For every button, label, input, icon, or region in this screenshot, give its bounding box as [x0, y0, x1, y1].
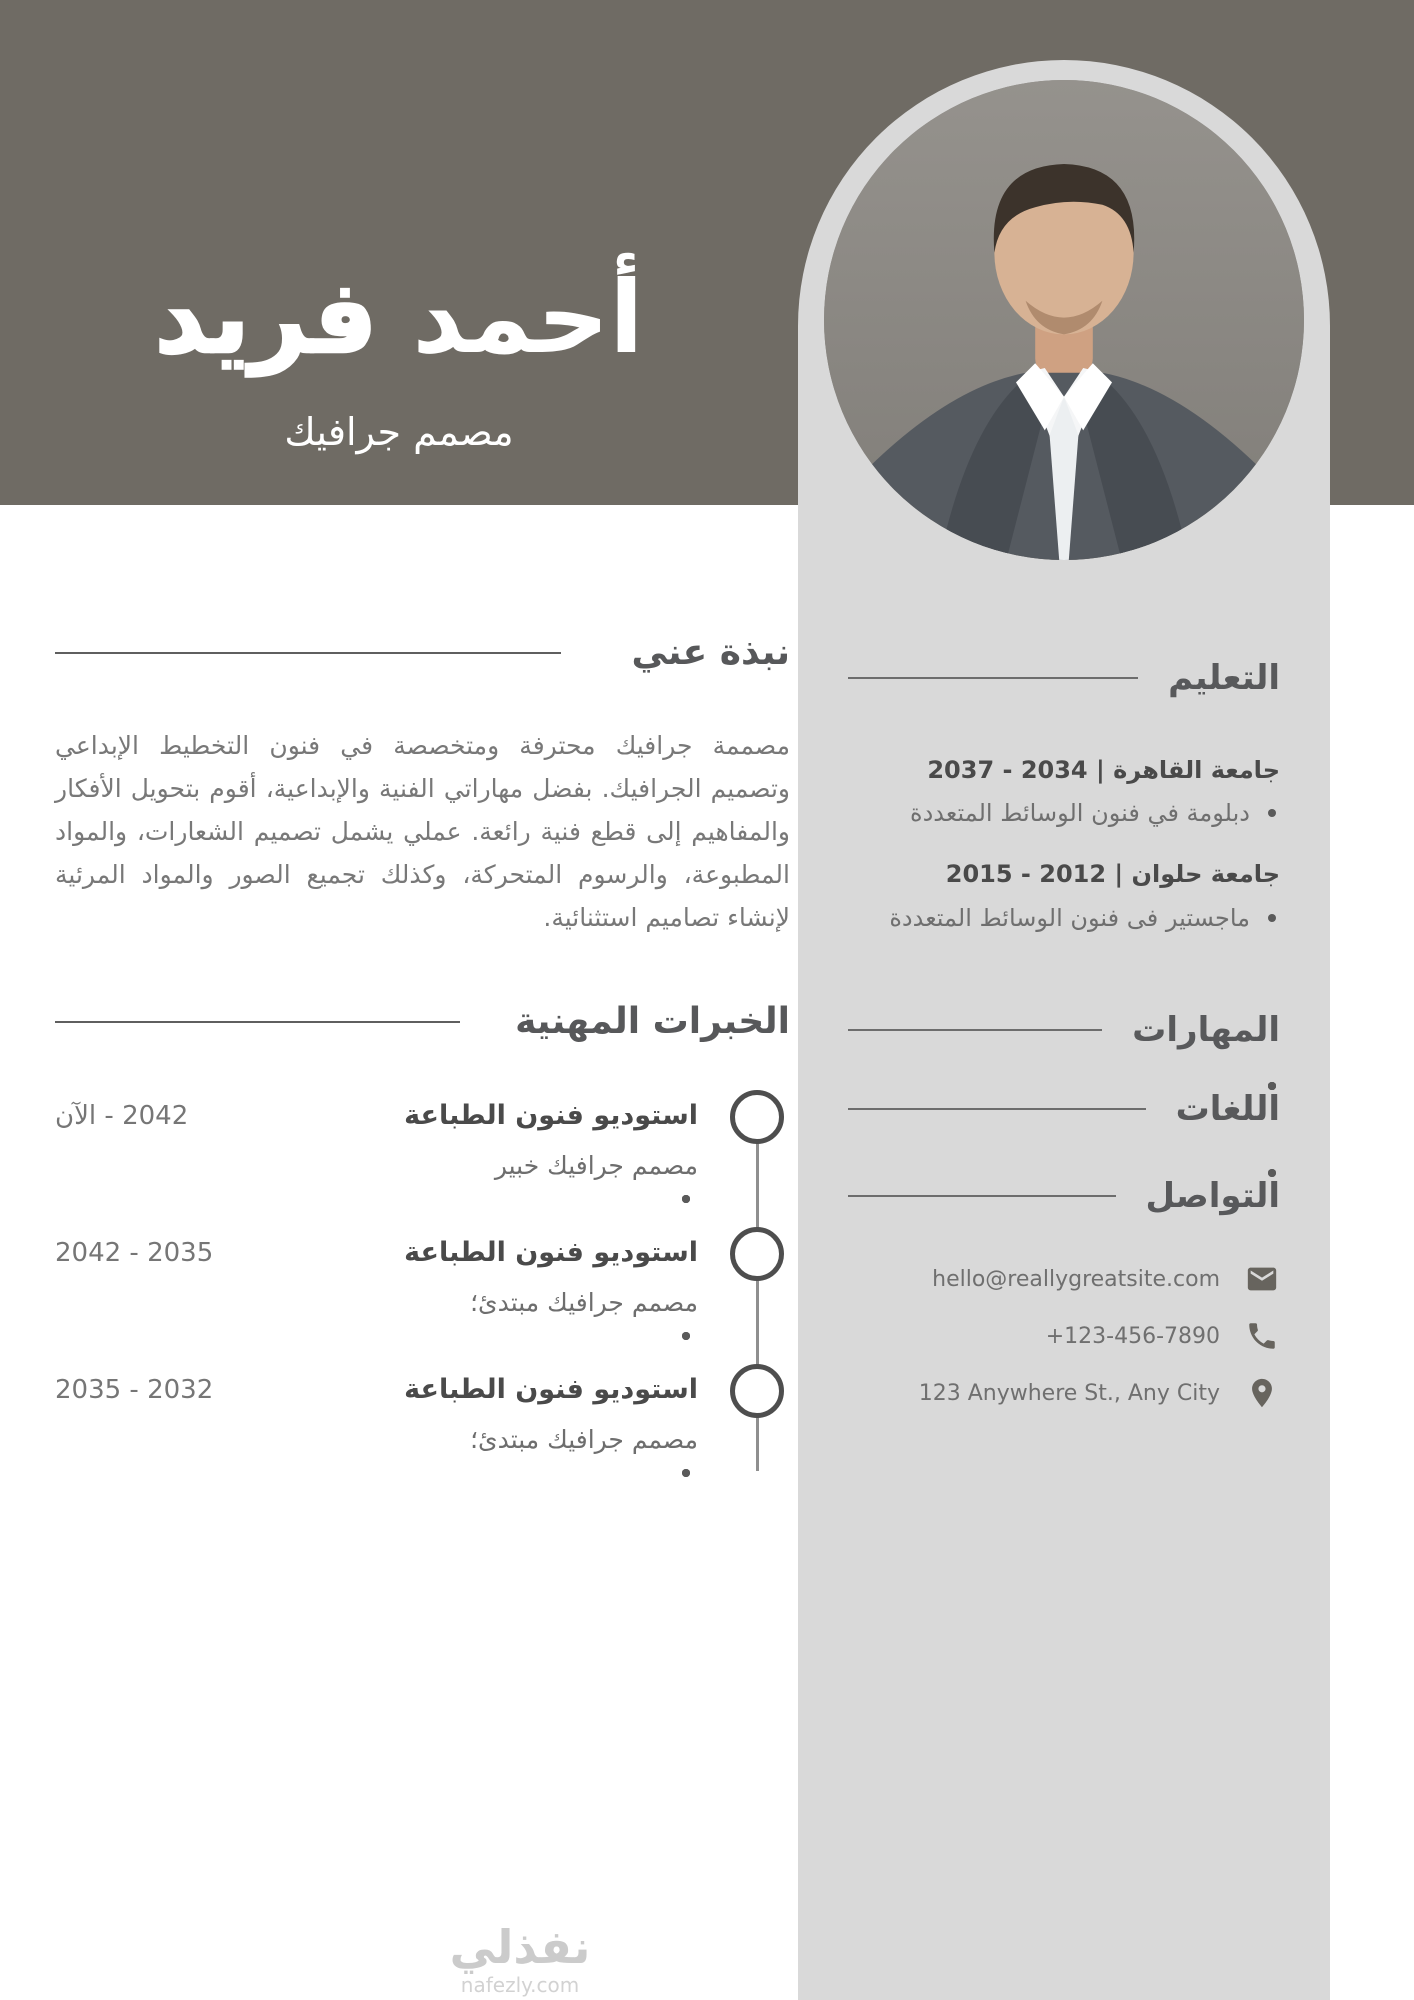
- watermark: [410, 1922, 630, 1997]
- job-title: مصمم جرافيك: [284, 410, 514, 454]
- about-section-header: [55, 628, 790, 678]
- sidebar: [798, 60, 1330, 2000]
- skills-section-header: [848, 1007, 1280, 1054]
- period: 2042 - الآن: [55, 1101, 189, 1132]
- education-item: [848, 754, 1280, 830]
- main-column: [55, 628, 790, 1507]
- mail-icon: [1244, 1261, 1280, 1297]
- education-list: [848, 754, 1280, 935]
- languages-section-header: [848, 1086, 1280, 1133]
- contact-value: 123 Anywhere St., Any City: [918, 1380, 1220, 1406]
- company-name: استوديو فنون الطباعة: [404, 1237, 698, 1269]
- languages-underline: [848, 1108, 1146, 1110]
- skills-underline: [848, 1029, 1102, 1031]
- last-name: فريد: [154, 259, 378, 376]
- company-name: استوديو فنون الطباعة: [404, 1374, 698, 1406]
- experience-entry-header: [55, 1370, 698, 1410]
- degree-list: [848, 901, 1280, 935]
- education-underline: [848, 677, 1138, 679]
- phone-icon: [1244, 1318, 1280, 1354]
- experience-entry-header: [55, 1096, 698, 1136]
- about-title: نبذة عني: [631, 632, 790, 673]
- school-and-period: جامعة حلوان | 2012 - 2015: [945, 860, 1280, 889]
- contact-list: [848, 1259, 1280, 1413]
- sidebar-content: [798, 620, 1330, 1413]
- experience-entry: [55, 1233, 698, 1320]
- period: 2032 - 2035: [55, 1375, 214, 1406]
- experience-underline: [55, 1021, 460, 1023]
- company-name: استوديو فنون الطباعة: [404, 1100, 698, 1132]
- experience-entry: [55, 1370, 698, 1457]
- experience-entry: [55, 1096, 698, 1183]
- timeline-node-icon: [730, 1090, 784, 1144]
- experience-title: الخبرات المهنية: [515, 1000, 790, 1042]
- contact-section-header: [848, 1173, 1280, 1220]
- degree-list: [848, 796, 1280, 830]
- name-block: [0, 248, 798, 456]
- role: مصمم جرافيك مبتدئ؛: [470, 1425, 698, 1455]
- about-underline: [55, 652, 561, 654]
- location-pin-icon: [1244, 1375, 1280, 1411]
- experience-section-header: [55, 997, 790, 1047]
- degree: دبلومة في فنون الوسائط المتعددة: [848, 796, 1280, 830]
- contact-title: التواصل: [1145, 1175, 1280, 1216]
- timeline-node-icon: [730, 1227, 784, 1281]
- portrait-illustration: [824, 80, 1304, 560]
- profile-photo: [824, 80, 1304, 560]
- timeline-node-icon: [730, 1364, 784, 1418]
- period: 2035 - 2042: [55, 1238, 214, 1269]
- watermark-domain: nafezly.com: [460, 1972, 580, 1997]
- contact-row: [848, 1259, 1280, 1299]
- skills-title: المهارات: [1132, 1009, 1280, 1050]
- degree: ماجستير فى فنون الوسائط المتعددة: [848, 901, 1280, 935]
- contact-row: [848, 1316, 1280, 1356]
- school-and-period: جامعة القاهرة | 2034 - 2037: [927, 755, 1280, 784]
- education-item: [848, 858, 1280, 934]
- about-text: مصممة جرافيك محترفة ومتخصصة في فنون التخطيط الإبداعي وتصميم الجرافيك. بفضل مهاراتي الفنية والإبداعية، أقوم بتحويل الأفكار والمفاهيم إلى قطع فنية رائعة. عملي يشمل تصميم الشعارات، والمواد المطبوعة، والرسوم المتحركة، وكذلك تجميع الصور والمواد المرئية لإنشاء تصاميم استثنائية.: [55, 730, 790, 932]
- experience-entry-header: [55, 1233, 698, 1273]
- experience-timeline: [55, 1096, 790, 1457]
- education-section-header: [848, 655, 1280, 702]
- role: مصمم جرافيك مبتدئ؛: [470, 1288, 698, 1318]
- languages-title: اللغات: [1175, 1088, 1280, 1129]
- role: مصمم جرافيك خبير: [494, 1151, 698, 1181]
- first-name: أحمد: [412, 259, 644, 376]
- contact-value: hello@reallygreatsite.com: [932, 1266, 1220, 1292]
- education-title: التعليم: [1168, 658, 1280, 698]
- contact-value: +123-456-7890: [1045, 1323, 1220, 1349]
- contact-row: [848, 1373, 1280, 1413]
- contact-underline: [848, 1195, 1116, 1197]
- person-name: [0, 248, 798, 388]
- watermark-title: نفذلي: [449, 1920, 591, 1974]
